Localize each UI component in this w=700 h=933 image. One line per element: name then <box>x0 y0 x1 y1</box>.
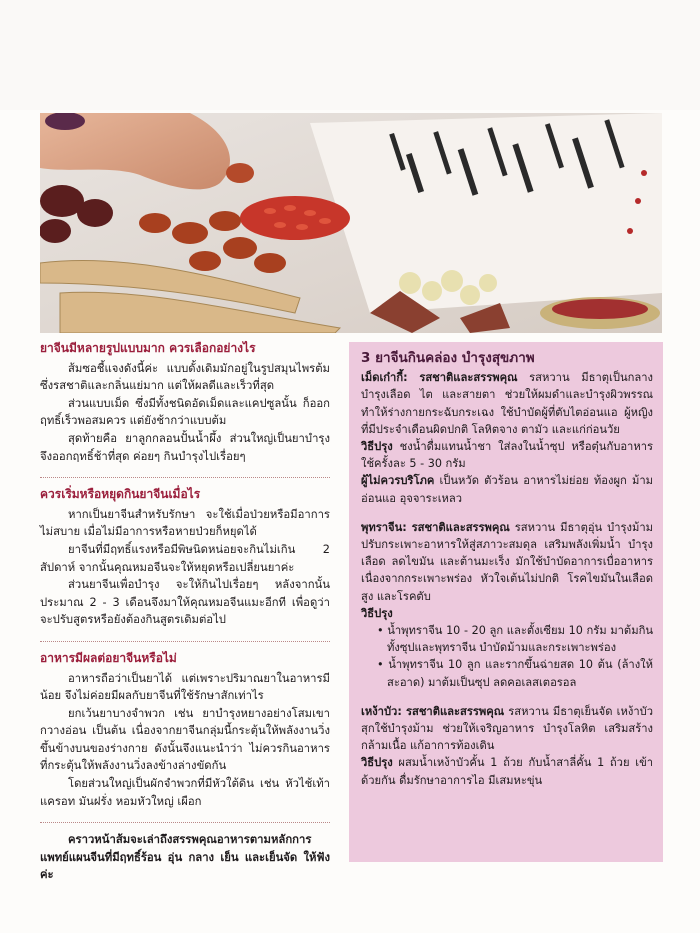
usage-label: วิธีปรุง <box>361 756 393 770</box>
usage-text: ผสมน้ำเหง้าบัวคั้น 1 ถ้วย กับน้ำสาลี่คั้น 1 ถ้วย เข้าด้วยกัน ดื่มรักษาอาการไอ มีเสมหะขุ่น <box>361 756 653 787</box>
paragraph: อาหารถือว่าเป็นยาได้ แต่เพราะปริมาณยาในอาหารมีน้อย จึงไม่ค่อยมีผลกับยาจีนที่ใช้รักษาสักเท่าไร <box>40 671 330 703</box>
usage-text: ชงน้ำดื่มแทนน้ำชา ใส่ลงในน้ำซุป หรือตุ๋นกับอาหาร ใช้ครั้งละ 5 - 30 กรัม <box>361 440 653 471</box>
herbs-photo <box>40 113 662 333</box>
divider <box>40 641 330 642</box>
usage-bullet: • น้ำพุทราจีน 10 - 20 ลูก และตั้งเซียม 10 กรัม มาต้มกินทั้งซุปและพุทราจีน บำบัดม้ามและกระเพาะพร่อง <box>377 624 653 655</box>
bullet-text: น้ำพุทราจีน 10 - 20 ลูก และตั้งเซียม 10 กรัม มาต้มกินทั้งซุปและพุทราจีน บำบัดม้ามและกระเพาะพร่อง <box>387 624 653 655</box>
usage-label: วิธีปรุง <box>361 440 393 454</box>
herb-name: เม็ดเก๋ากี้: <box>361 371 408 385</box>
section-heading: ควรเริ่มหรือหยุดกินยาจีนเมื่อไร <box>40 487 201 502</box>
herb-sidebar-box <box>349 342 663 862</box>
herb-goji <box>361 369 653 507</box>
section-food <box>40 650 330 810</box>
paragraph: สุดท้ายคือ ยาลูกกลอนปั้นน้ำผึ้ง ส่วนใหญ่เป็นยาบำรุง จึงออกฤทธิ์ช้าที่สุด ค่อยๆ กินบำรุงไปเรื่อยๆ <box>40 431 330 463</box>
herb-name: เหง้าบัว: <box>361 704 402 718</box>
bullet-text: น้ำพุทราจีน 10 ลูก และรากขึ้นฉ่ายสด 10 ต้น (ล้างให้สะอาด) มาต้มเป็นซุป ลดคอเลสเตอรอล <box>387 658 654 689</box>
paragraph: ส่วนยาจีนเพื่อบำรุง จะให้กินไปเรื่อยๆ หลังจากนั้นประมาณ 2 - 3 เดือนจึงมาให้คุณหมอจีนแมะอีกที เพื่อดูว่าจะปรับสูตรหรือยังต้องกินสูตรเดิมต่อไป <box>40 578 330 627</box>
taste-label: รสชาติและสรรพคุณ <box>411 520 510 534</box>
herb-name: พุทราจีน: <box>361 520 407 534</box>
warning-label: ผู้ไม่ควรบริโภค <box>361 474 435 488</box>
section-when <box>40 486 330 629</box>
closing-note: คราวหน้าส้มจะเล่าถึงสรรพคุณอาหารตามหลักการแพทย์แผนจีนที่มีฤทธิ์ร้อน อุ่น กลาง เย็น และเย็นจัด ให้ฟังค่ะ <box>40 833 330 882</box>
paragraph: โดยส่วนใหญ่เป็นผักจำพวกที่มีหัวใต้ดิน เช่น หัวไช้เท้า แครอท มันฝรั่ง หอมหัวใหญ่ เผือก <box>40 777 330 808</box>
section-forms <box>40 340 330 465</box>
taste-label: รสชาติและสรรพคุณ <box>405 704 505 718</box>
herb-desc: รสหวาน มีธาตุเป็นกลาง บำรุงเลือด ไต และสายตา ช่วยให้ผมดำและบำรุงผิวพรรณ ทำให้ร่างกายกระฉับกระเฉง ใช้บำบัดผู้ที่ตับไตอ่อนแอ ผู้หญิงที่มีประจำเดือนผิดปกติ โลหิตจาง ตามัว และแก่ก่อนวัย <box>361 371 653 436</box>
warning-text: เป็นหวัด ตัวร้อน อาหารไม่ย่อย ท้องผูก ม้ามอ่อนแอ อุจจาระเหลว <box>361 474 653 505</box>
paragraph: ยาจีนที่มีฤทธิ์แรงหรือมีพิษนิดหน่อยจะกินไม่เกิน 2 สัปดาห์ จากนั้นคุณหมอจีนจะให้หยุดหรือเปลี่ยนยาค่ะ <box>40 542 330 574</box>
top-margin <box>0 0 700 110</box>
herb-desc: รสหวาน มีธาตุอุ่น บำรุงม้าม ปรับกระเพาะอาหารให้สู่สภาวะสมดุล เสริมพลังเพิ่มน้ำ บำรุงเลือด ลดไขมัน และต้านมะเร็ง มักใช้บำบัดอาการเบื่ออาหารเนื่องจากกระเพาะพร่อง หัวใจเต้นไม่ปกติ โรคไขมันในเลือดสูง และโรคตับ <box>361 520 654 603</box>
box-title: 3 ยาจีนกินคล่อง บำรุงสุขภาพ <box>361 350 535 366</box>
paragraph: หากเป็นยาจีนสำหรับรักษา จะใช้เมื่อป่วยหรือมีอาการไม่สบาย เมื่อไม่มีอาการหรือหายป่วยก็หยุดได้ <box>40 507 330 539</box>
section-heading: ยาจีนมีหลายรูปแบบมาก ควรเลือกอย่างไร <box>40 341 256 355</box>
divider <box>40 477 330 478</box>
usage-bullet: • น้ำพุทราจีน 10 ลูก และรากขึ้นฉ่ายสด 10 ต้น (ล้างให้สะอาด) มาต้มเป็นซุป ลดคอเลสเตอรอล <box>377 658 654 689</box>
paragraph: ยกเว้นยาบางจำพวก เช่น ยาบำรุงหยางอย่างโสมเขากวางอ่อน เป็นต้น เนื่องจากยาจีนกลุ่มนี้กระตุ้นให้พลังงานวิ่งขึ้นข้างบนของร่างกาย ดังนั้นจึงแนะนำว่า ไม่ควรกินอาหารที่กระตุ้นให้พลังงานวิ่งลงข้างล่างขัดกัน <box>40 706 330 773</box>
herb-lotus-root <box>361 703 653 789</box>
section-heading: อาหารมีผลต่อยาจีนหรือไม่ <box>40 650 177 665</box>
paragraph: ส้มซอชี้แจงดังนี้ค่ะ แบบดั้งเดิมมักอยู่ในรูปสมุนไพรต้ม ซึ่งรสชาติและกลิ่นแย่มาก แต่ให้ผลดีและเร็วที่สุด <box>40 361 330 393</box>
left-column <box>40 340 330 884</box>
herbs-photo-illustration <box>40 113 662 333</box>
usage-label: วิธีปรุง <box>361 606 393 620</box>
paragraph: ส่วนแบบเม็ด ซึ่งมีทั้งชนิดอัดเม็ดและแคปซูลนั้น ก็ออกฤทธิ์เร็วพอสมควร แต่ยังช้ากว่าแบบต้ม <box>40 396 330 428</box>
herb-desc: รสหวาน มีธาตุเย็นจัด เหง้าบัวสุกใช้บำรุงม้าม ช่วยให้เจริญอาหาร บำรุงโลหิต เสริมสร้างกล้ามเนื้อ แก้อาการท้องเดิน <box>361 704 653 753</box>
divider <box>40 822 330 823</box>
taste-label: รสชาติและสรรพคุณ <box>419 371 518 385</box>
herb-jujube <box>361 519 653 691</box>
